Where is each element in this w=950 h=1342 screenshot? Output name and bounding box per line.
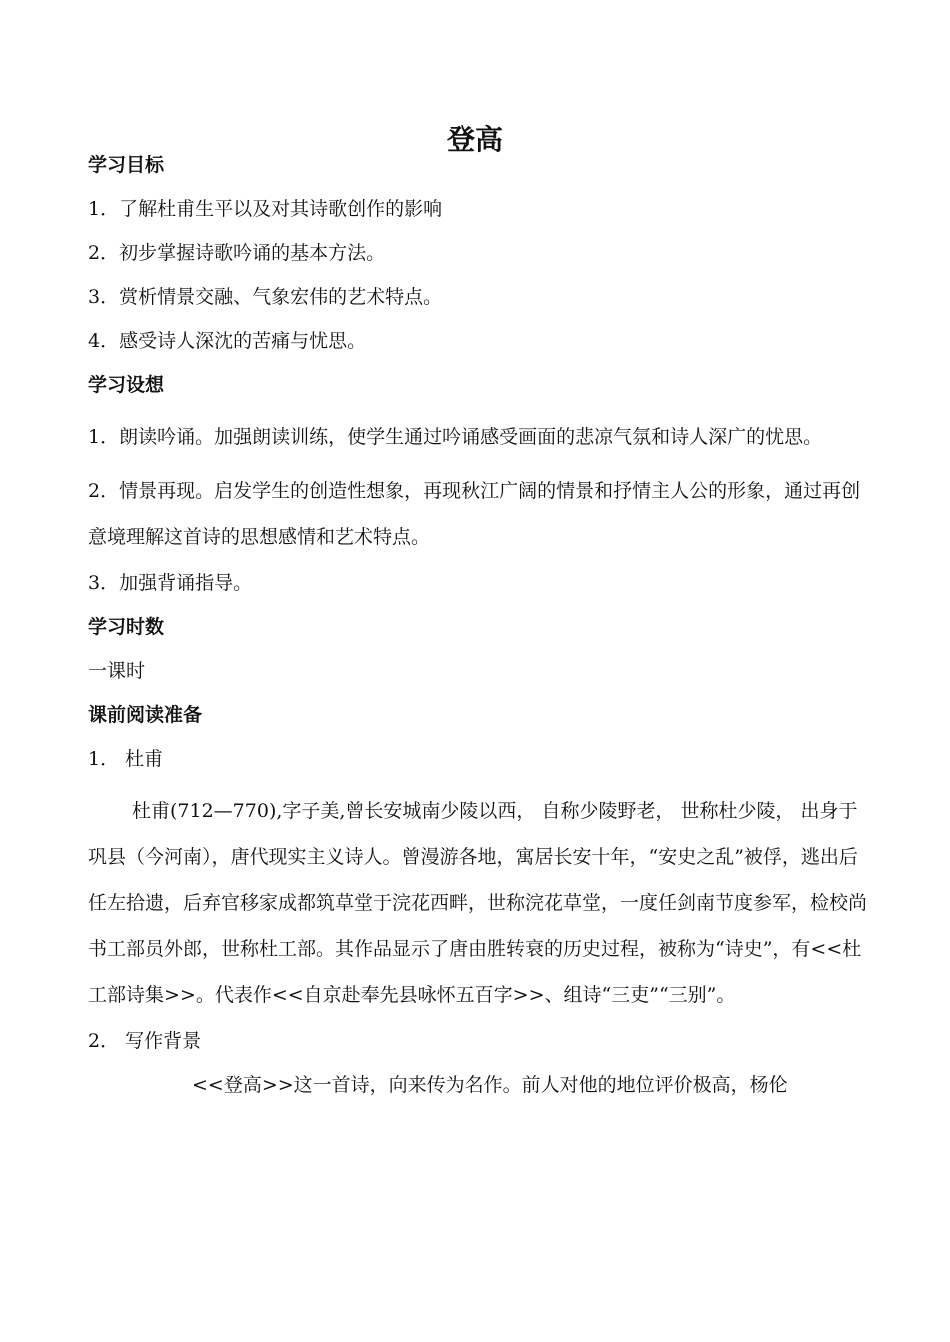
section-heading-design: 学习设想 (88, 374, 165, 396)
design-item: 1．朗读吟诵。加强朗读训练，使学生通过吟诵感受画面的悲凉气氛和诗人深广的忧思。 (88, 426, 823, 448)
prep-paragraph-dufu: 杜甫(712—770),字子美,曾长安城南少陵以西， 自称少陵野老， 世称杜少陵， 出身于巩县（今河南），唐代现实主义诗人。曾漫游各地，寓居长安十年，“安史之乱”被俘，逃出后任左拾遗，后弃官移家成都筑草堂于浣花西畔，世称浣花草堂，一度任剑南节度参军，检校尚书工部员外郎，世称杜工部。其作品显示了唐由胜转衰的历史过程，被称为“诗史”，有<<杜工部诗集>>。代表作<<自京赴奉先县咏怀五百字>>、组诗“三吏”“三别”。 (88, 800, 868, 1006)
hours-value: 一课时 (88, 660, 146, 682)
section-heading-goals: 学习目标 (88, 154, 165, 176)
section-heading-hours: 学习时数 (88, 616, 165, 638)
design-item: 2．情景再现。启发学生的创造性想象，再现秋江广阔的情景和抒情主人公的形象，通过再创意境理解这首诗的思想感情和艺术特点。 (88, 480, 861, 548)
prep-subheading-background: 2． 写作背景 (88, 1030, 202, 1052)
design-item: 3．加强背诵指导。 (88, 572, 253, 594)
prep-subheading-dufu: 1． 杜甫 (88, 748, 164, 770)
document-body (88, 150, 868, 1114)
section-heading-prep: 课前阅读准备 (88, 704, 203, 726)
goal-item: 1．了解杜甫生平以及对其诗歌创作的影响 (88, 198, 443, 220)
document-title: 登高 (446, 123, 503, 156)
goal-item: 3．赏析情景交融、气象宏伟的艺术特点。 (88, 286, 443, 308)
prep-paragraph-background: <<登高>>这一首诗，向来传为名作。前人对他的地位评价极高，杨伦 (192, 1074, 788, 1096)
goal-item: 2．初步掌握诗歌吟诵的基本方法。 (88, 242, 386, 264)
goal-item: 4．感受诗人深沈的苦痛与忧思。 (88, 330, 367, 352)
